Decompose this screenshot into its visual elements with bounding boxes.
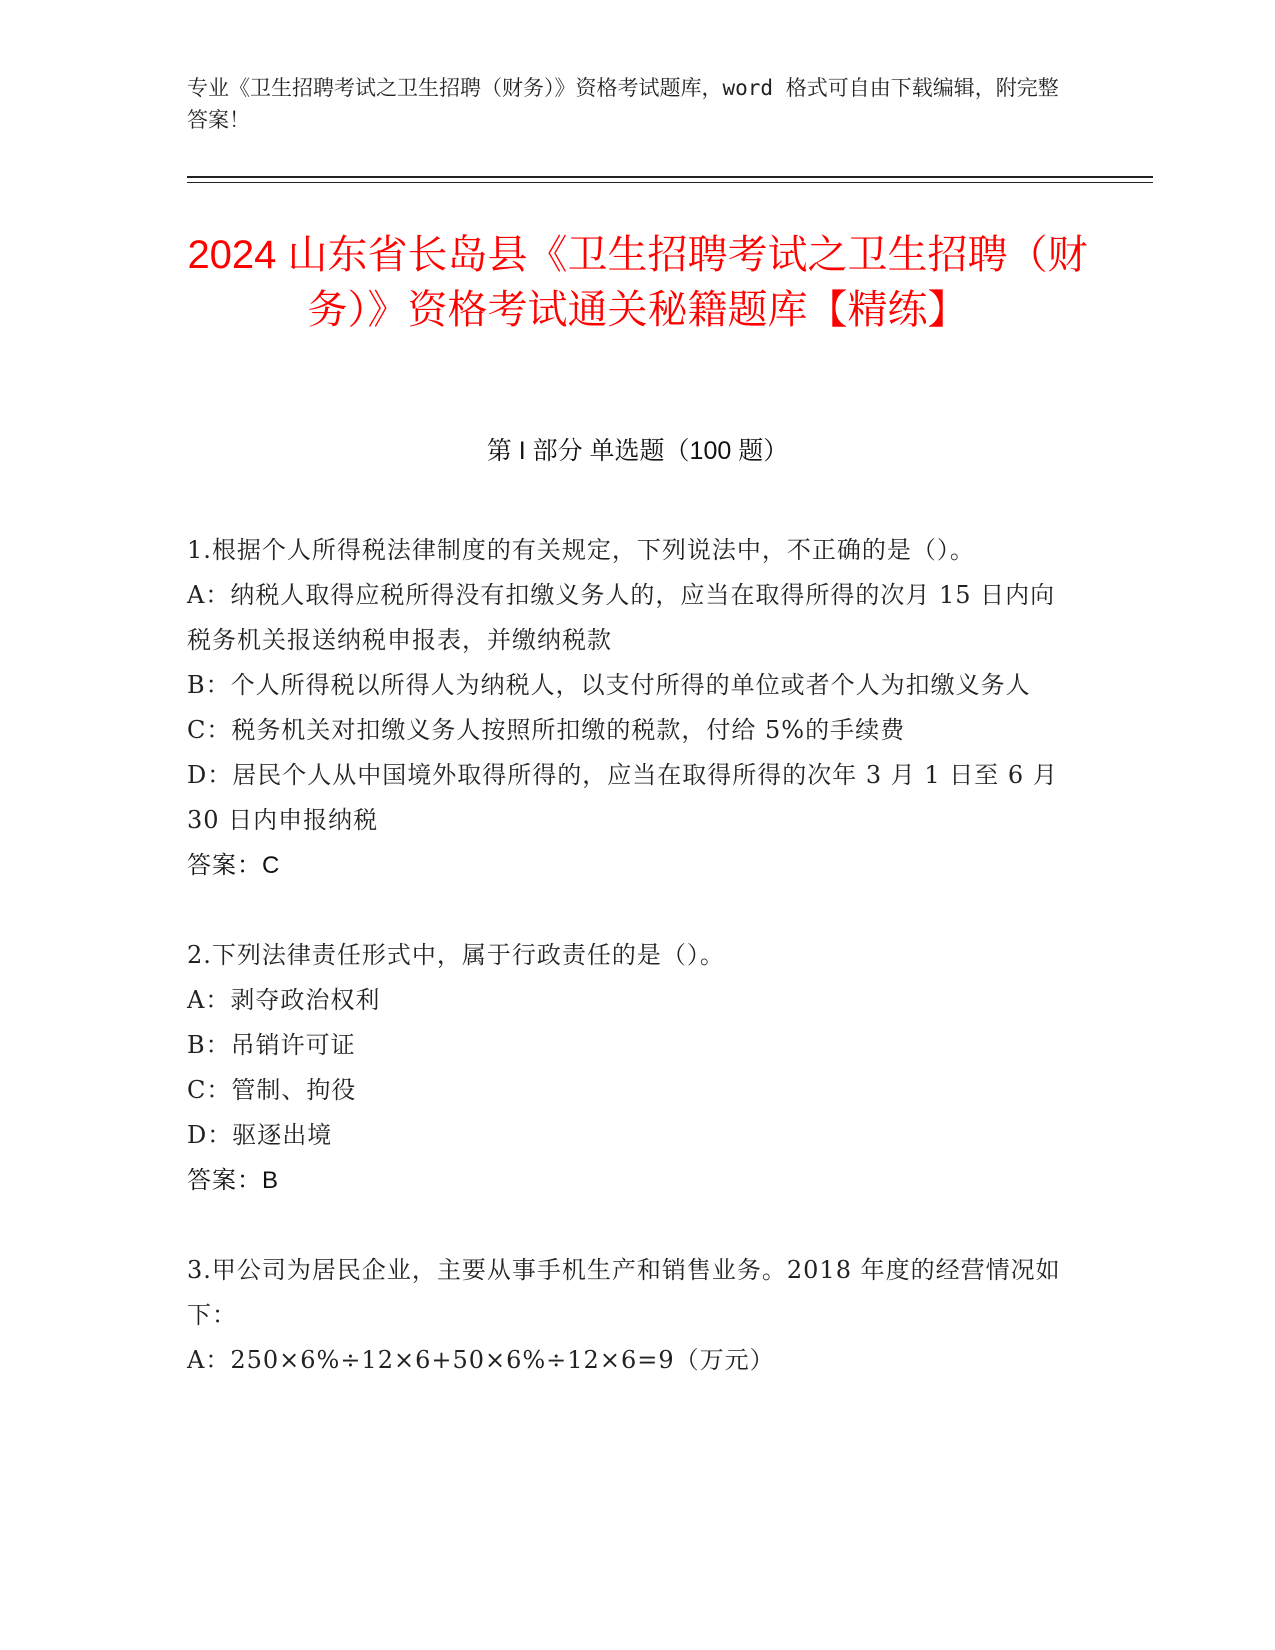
question-stem: 1.根据个人所得税法律制度的有关规定，下列说法中，不正确的是（）。: [187, 536, 975, 564]
question-spacer: [187, 1203, 1077, 1248]
document-title: 2024 山东省长岛县《卫生招聘考试之卫生招聘（财务）》资格考试通关秘籍题库【精练】: [187, 233, 1088, 332]
answer-label: 答案：B: [187, 1167, 280, 1194]
option-a: A：250×6%÷12×6+50×6%÷12×6=9（万元）: [187, 1346, 775, 1374]
question-spacer: [187, 888, 1077, 933]
question-2: [187, 933, 1077, 1203]
question-stem: 2.下列法律责任形式中，属于行政责任的是（）。: [187, 941, 725, 969]
question-1: [187, 528, 1077, 888]
option-b: B：个人所得税以所得人为纳税人，以支付所得的单位或者个人为扣缴义务人: [187, 671, 1031, 699]
option-c: C：税务机关对扣缴义务人按照所扣缴的税款，付给 5%的手续费: [187, 716, 906, 744]
option-a: A：剥夺政治权利: [187, 986, 381, 1014]
question-3: [187, 1248, 1077, 1383]
option-a: A：纳税人取得应税所得没有扣缴义务人的，应当在取得所得的次月 15 日内向税务机关报送纳税申报表，并缴纳税款: [187, 581, 1056, 654]
question-list: [187, 528, 1077, 1383]
option-b: B：吊销许可证: [187, 1031, 356, 1059]
header-note: 专业《卫生招聘考试之卫生招聘（财务）》资格考试题库，word 格式可自由下载编辑，附完整答案！: [187, 76, 1059, 132]
answer-label: 答案：C: [187, 852, 281, 879]
option-d: D：居民个人从中国境外取得所得的，应当在取得所得的次年 3 月 1 日至 6 月 30 日内申报纳税: [187, 761, 1058, 834]
option-d: D：驱逐出境: [187, 1121, 333, 1149]
option-c: C：管制、拘役: [187, 1076, 357, 1104]
question-stem: 3.甲公司为居民企业，主要从事手机生产和销售业务。2018 年度的经营情况如下：: [187, 1256, 1061, 1329]
section-heading: 第 I 部分 单选题（100 题）: [486, 437, 789, 465]
header-divider-thin: [187, 182, 1153, 183]
header-divider-thick: [187, 176, 1153, 178]
